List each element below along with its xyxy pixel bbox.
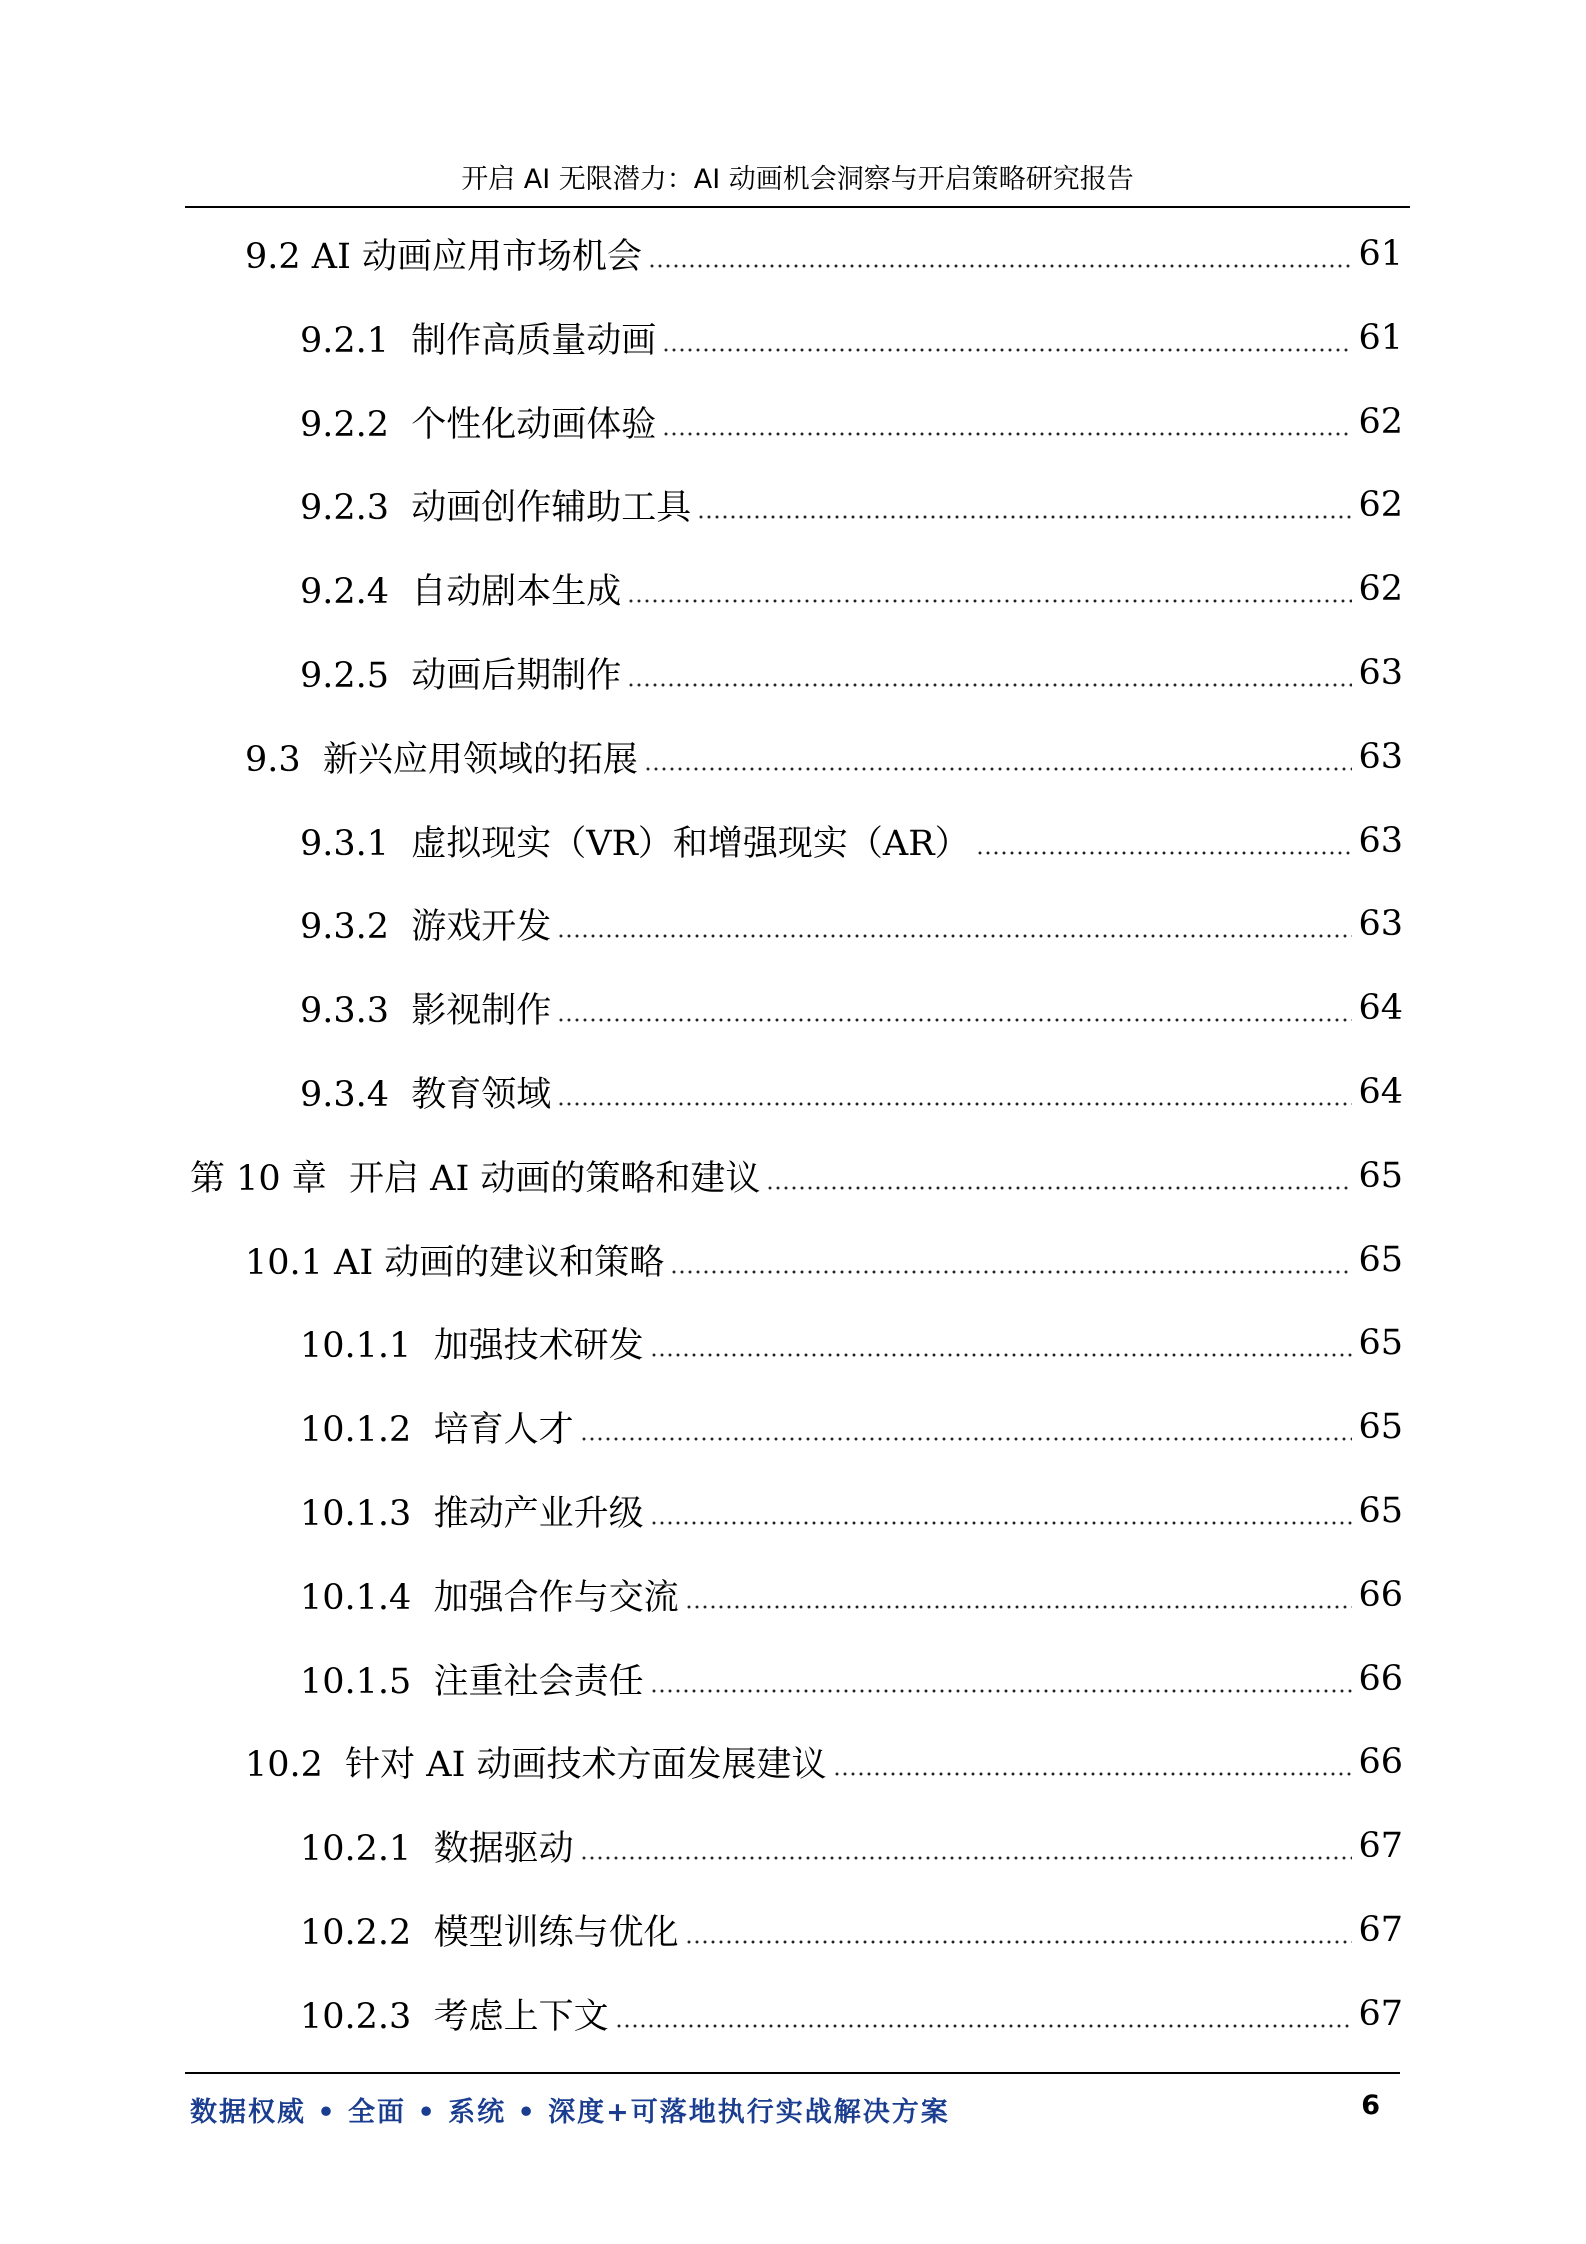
toc-entry-page: 66: [1358, 1742, 1403, 1783]
toc-entry[interactable]: [300, 982, 1403, 1034]
toc-entry-label: 10.1.1 加强技术研发: [300, 1326, 644, 1367]
toc-entry[interactable]: [245, 731, 1403, 783]
toc-dot-leader: [580, 1856, 1353, 1860]
toc-entry-page: 67: [1358, 1826, 1403, 1867]
toc-entry[interactable]: [300, 1485, 1403, 1537]
toc-entry[interactable]: [300, 1904, 1403, 1956]
toc-dot-leader: [685, 1940, 1353, 1944]
toc-entry[interactable]: [300, 1988, 1403, 2040]
toc-entry[interactable]: [245, 1736, 1403, 1788]
toc-entry[interactable]: [190, 1150, 1403, 1202]
toc-entry-label: 10.1 AI 动画的建议和策略: [245, 1242, 665, 1283]
toc-dot-leader: [644, 767, 1353, 771]
toc-entry[interactable]: [300, 1401, 1403, 1453]
toc-dot-leader: [833, 1772, 1353, 1776]
toc-entry[interactable]: [300, 479, 1403, 531]
toc-entry-label: 9.2.3 动画创作辅助工具: [300, 488, 692, 529]
toc-entry[interactable]: [300, 1653, 1403, 1705]
toc-entry[interactable]: [300, 815, 1403, 867]
toc-entry-page: 67: [1358, 1993, 1403, 2034]
toc-entry-page: 67: [1358, 1910, 1403, 1950]
toc-entry-label: 9.3.3 影视制作: [300, 991, 552, 1032]
toc-entry-page: 65: [1358, 1155, 1403, 1196]
toc-dot-leader: [697, 515, 1352, 519]
toc-entry-page: 63: [1358, 820, 1403, 861]
toc-dot-leader: [976, 851, 1353, 855]
toc-entry[interactable]: [300, 898, 1403, 950]
toc-entry[interactable]: [300, 312, 1403, 364]
toc-entry-label: 9.2.5 动画后期制作: [300, 656, 622, 696]
toc-dot-leader: [627, 683, 1352, 687]
footer-divider: [185, 2072, 1400, 2074]
toc-entry-page: 66: [1358, 1574, 1403, 1615]
toc-entry-page: 64: [1358, 988, 1403, 1029]
toc-dot-leader: [685, 1605, 1353, 1609]
toc-dot-leader: [557, 1102, 1352, 1106]
toc-entry-label: 10.1.2 培育人才: [300, 1410, 574, 1451]
toc-entry-page: 65: [1358, 1239, 1403, 1280]
toc-entry-label: 9.2.2 个性化动画体验: [300, 404, 657, 445]
toc-entry-page: 65: [1358, 1407, 1403, 1448]
toc-entry[interactable]: [300, 1317, 1403, 1369]
toc-entry-page: 61: [1358, 234, 1403, 274]
toc-entry-page: 64: [1358, 1072, 1403, 1112]
toc-entry-label: 9.2.1 制作高质量动画: [300, 320, 657, 361]
toc-entry-label: 10.1.3 推动产业升级: [300, 1494, 644, 1534]
toc-dot-leader: [650, 1689, 1353, 1693]
toc-entry[interactable]: [300, 647, 1403, 699]
toc-entry[interactable]: [300, 1569, 1403, 1621]
toc-entry-label: 第 10 章 开启 AI 动画的策略和建议: [190, 1158, 761, 1199]
toc-entry[interactable]: [300, 396, 1403, 448]
toc-dot-leader: [662, 348, 1352, 352]
toc-entry-page: 62: [1358, 401, 1403, 442]
toc-entry[interactable]: [300, 1820, 1403, 1872]
toc-dot-leader: [650, 1353, 1353, 1357]
toc-entry[interactable]: [300, 563, 1403, 615]
toc-entry-label: 9.3.1 虚拟现实（VR）和增强现实（AR）: [300, 823, 970, 864]
toc-entry[interactable]: [300, 1066, 1403, 1118]
toc-entry-label: 9.2.4 自动剧本生成: [300, 572, 622, 613]
toc-entry-page: 63: [1358, 736, 1403, 777]
toc-entry-page: 61: [1358, 317, 1403, 358]
toc-entry-page: 65: [1358, 1323, 1403, 1364]
toc-entry-label: 10.2.2 模型训练与优化: [300, 1913, 679, 1953]
toc-entry-page: 66: [1358, 1658, 1403, 1699]
toc-entry-label: 10.2.1 数据驱动: [300, 1829, 574, 1870]
toc-entry-label: 10.2.3 考虑上下文: [300, 1996, 609, 2037]
toc-entry-label: 10.1.5 注重社会责任: [300, 1661, 644, 1702]
toc-entry-label: 9.3 新兴应用领域的拓展: [245, 739, 638, 780]
toc-dot-leader: [662, 432, 1352, 436]
toc-entry-label: 10.2 针对 AI 动画技术方面发展建议: [245, 1745, 827, 1786]
toc-dot-leader: [557, 934, 1352, 938]
toc-entry[interactable]: [245, 1234, 1403, 1286]
page-number: 6: [1361, 2090, 1380, 2121]
toc-dot-leader: [580, 1437, 1353, 1441]
toc-entry-page: 62: [1358, 485, 1403, 526]
toc-entry-page: 62: [1358, 569, 1403, 610]
toc-entry-page: 63: [1358, 904, 1403, 945]
footer-slogan: 数据权威 • 全面 • 系统 • 深度+可落地执行实战解决方案: [190, 2097, 950, 2128]
toc-entry-label: 9.3.4 教育领域: [300, 1075, 552, 1115]
toc-dot-leader: [650, 1521, 1353, 1525]
toc-entry-page: 65: [1358, 1491, 1403, 1531]
toc-dot-leader: [627, 599, 1352, 603]
toc-entry-page: 63: [1358, 653, 1403, 693]
toc-entry-label: 10.1.4 加强合作与交流: [300, 1577, 679, 1618]
toc-dot-leader: [557, 1018, 1352, 1022]
toc-dot-leader: [766, 1186, 1352, 1190]
toc-entry[interactable]: [245, 228, 1403, 280]
page-header-title: 开启 AI 无限潜力：AI 动画机会洞察与开启策略研究报告: [461, 164, 1134, 195]
toc-dot-leader: [615, 2024, 1353, 2028]
toc-dot-leader: [648, 264, 1352, 268]
toc-entry-label: 9.3.2 游戏开发: [300, 907, 552, 948]
toc-dot-leader: [670, 1270, 1352, 1274]
toc-entry-label: 9.2 AI 动画应用市场机会: [245, 237, 643, 277]
